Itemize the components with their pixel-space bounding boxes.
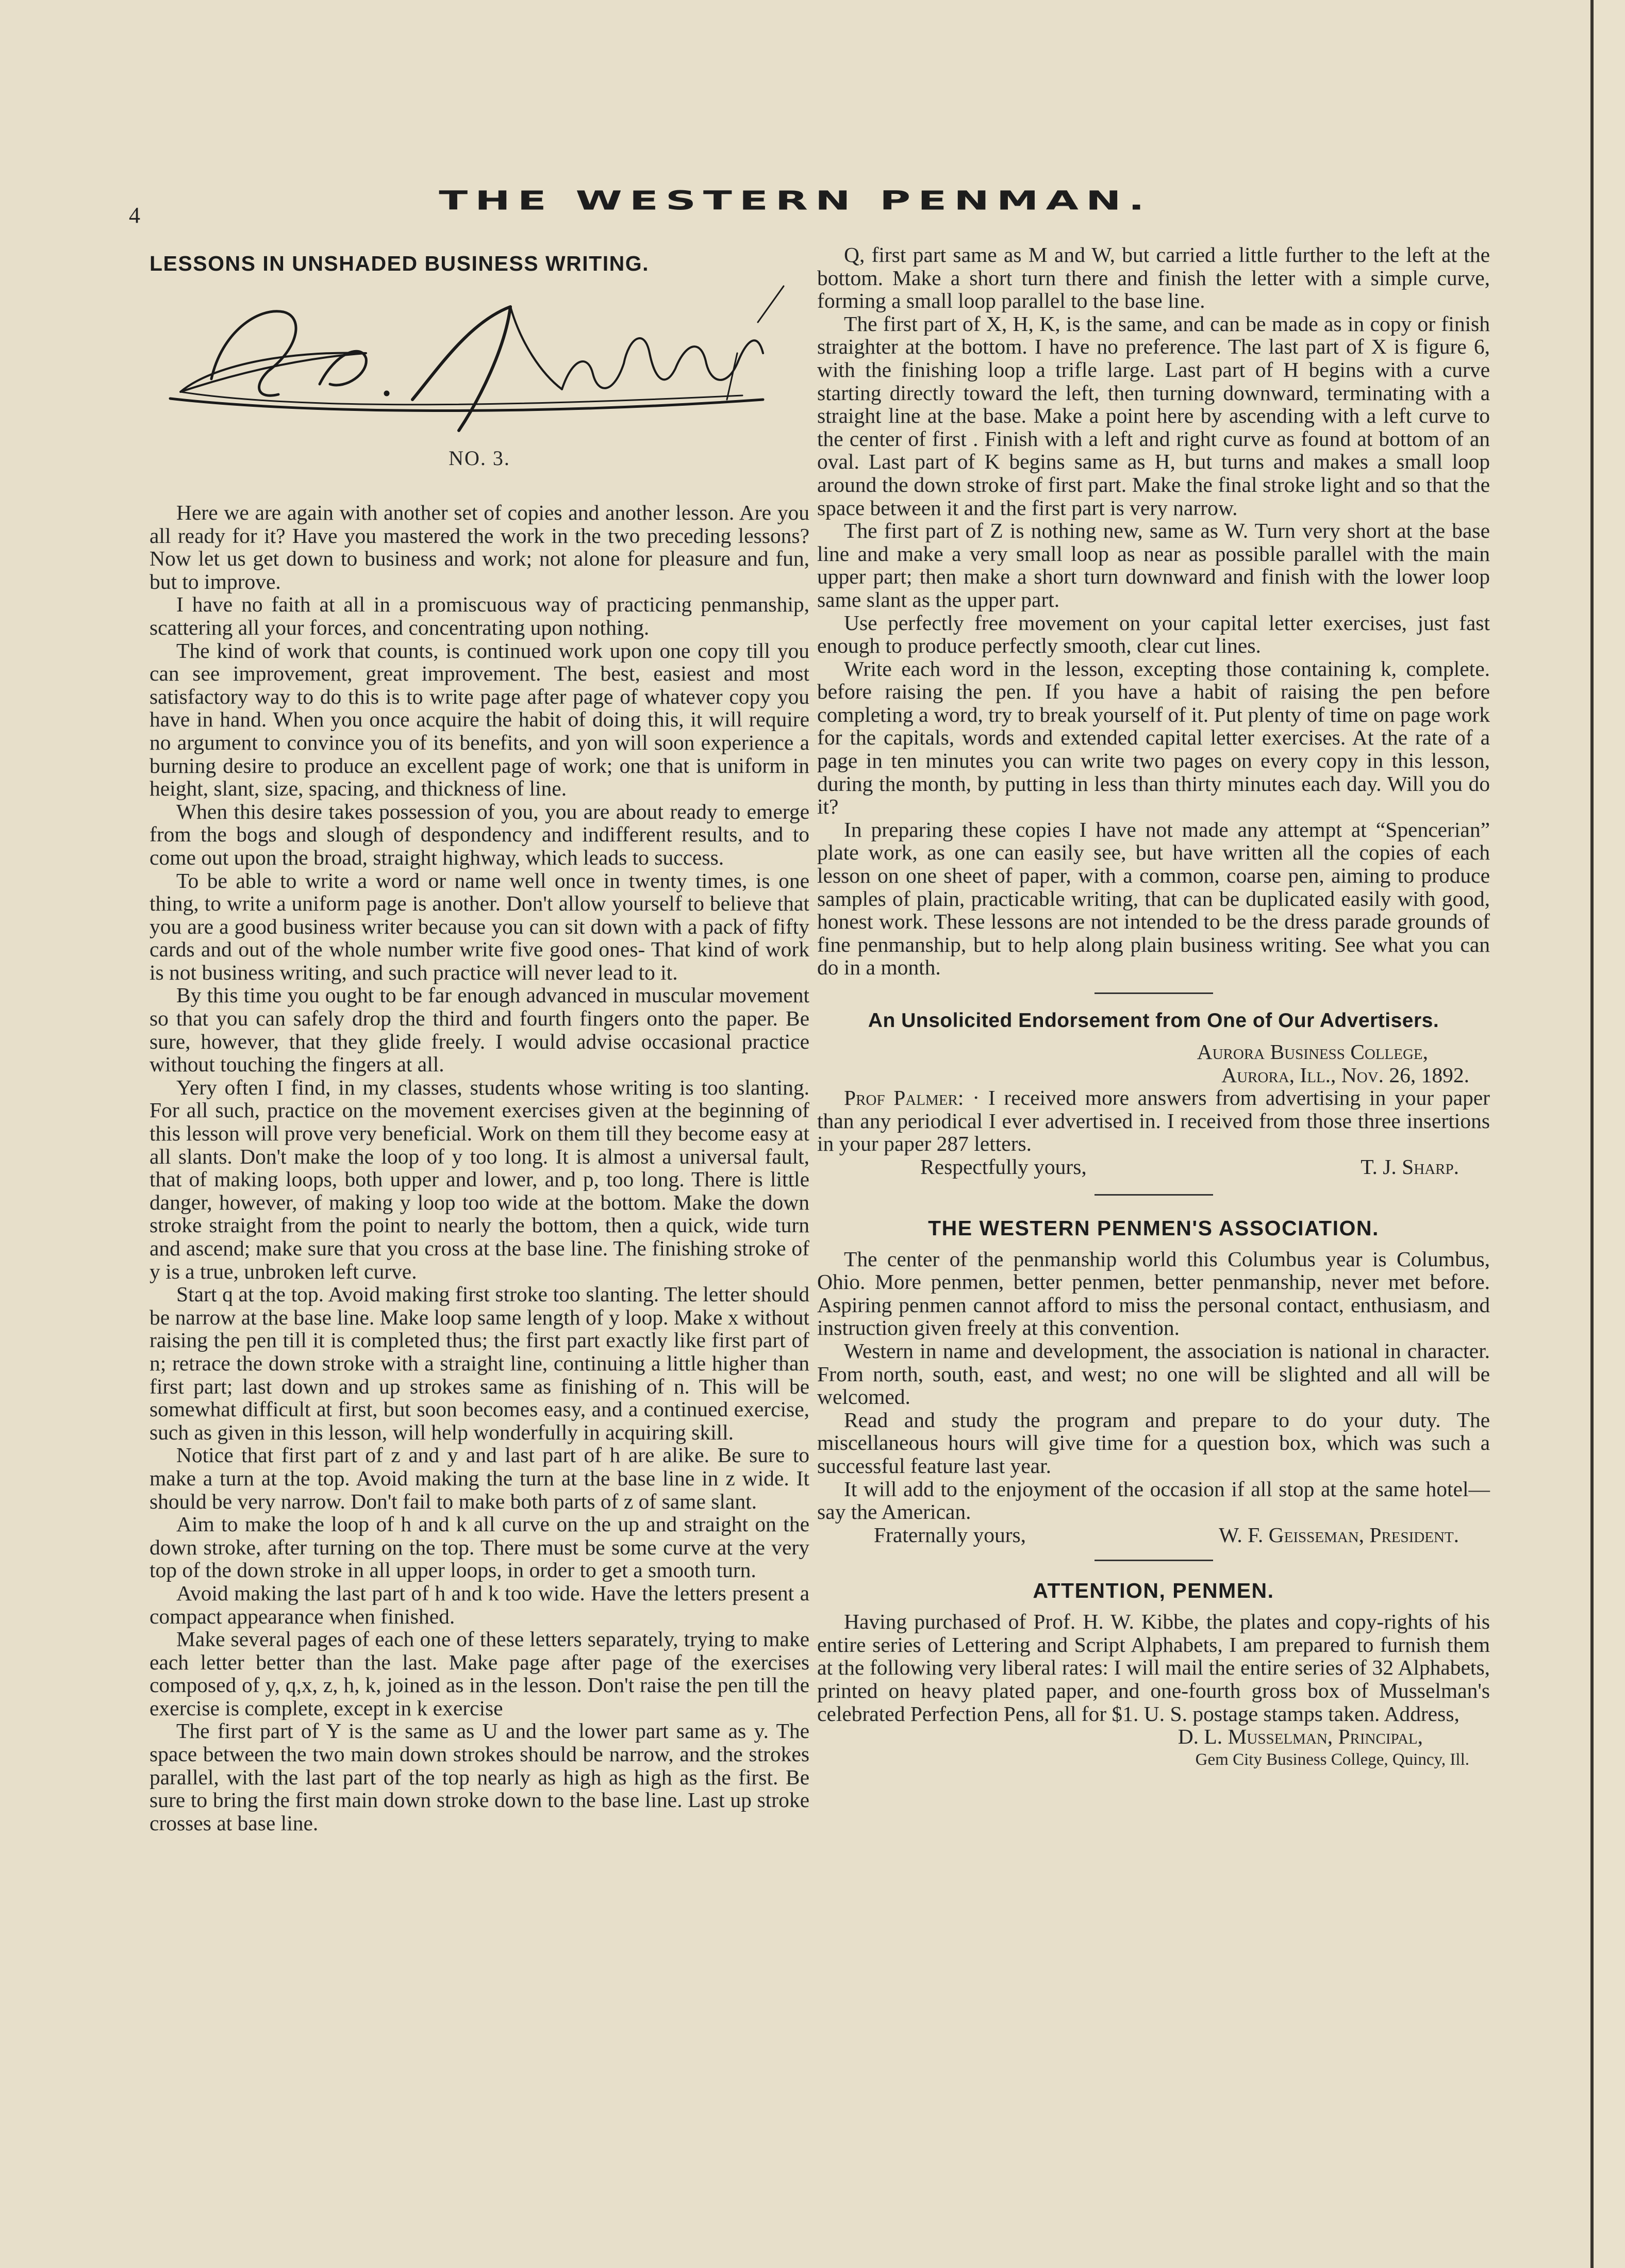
- right-column: [817, 243, 1490, 1771]
- adjacent-page-edge: [1590, 0, 1625, 2268]
- endorsement-text: I received more answers from advertising in your paper than any periodical I ever advertised in. I received from those three insertions in your paper 287 letters.: [817, 1086, 1490, 1156]
- lesson-paragraph: By this time you ought to be far enough advanced in muscular movement so that you can safely drop the third and fourth fingers onto the paper. Be sure, however, that they glide freely. I would advise occasional practice without touching the fingers at all.: [150, 983, 809, 1077]
- lesson-paragraph: The kind of work that counts, is continued work upon one copy till you can see improvement, great improvement. The best, easiest and most satisfactory way to do this is to write page after page of whatever copy you have in hand. When you once acquire the habit of doing this, it will require no argument to convince you of its benefits, and yon will soon experience a burning desire to produce an excellent page of work; one that is uniform in height, slant, size, spacing, and thickness of line.: [150, 638, 809, 801]
- endorsement-address-2: Aurora, Ill., Nov. 26, 1892.: [1221, 1063, 1469, 1087]
- association-paragraph: The center of the penmanship world this Columbus year is Columbus, Ohio. More penmen, better penmen, better penmanship, never met before. Aspiring penmen cannot afford to miss the personal contact, enthusiasm, and instruction given freely at this convention.: [817, 1247, 1490, 1340]
- page-number: 4: [129, 203, 140, 228]
- lesson-paragraph: The first part of Z is nothing new, same as W. Turn very short at the base line and make a very small loop as near as possible parallel with the main upper part; then make a short turn downward and finish with the lower loop same slant as the upper part.: [817, 519, 1490, 611]
- attention-body: Having purchased of Prof. H. W. Kibbe, the plates and copy-rights of his entire series of Lettering and Script Alphabets, I am prepared to furnish them at the following very liberal rates: I will mail the entire series of 32 Alphabets, printed on heavy plated paper, and one-fourth gross box of Musselman's celebrated Perfection Pens, all for $1. U. S. postage stamps taken. Address,: [817, 1610, 1490, 1726]
- association-signoff: [817, 1524, 1490, 1547]
- masthead-title: THE WESTERN PENMAN.: [439, 186, 1152, 216]
- lesson-number: NO. 3.: [449, 446, 510, 470]
- section-divider: [1095, 1194, 1213, 1196]
- endorsement-signoff: [817, 1155, 1490, 1179]
- association-section: [817, 1216, 1490, 1547]
- lesson-paragraph: When this desire takes possession of you, you are about ready to emerge from the bogs and slough of despondency and indifferent results, and to come out upon the broad, straight highway, which leads to success.: [150, 799, 809, 869]
- lesson-paragraph: Avoid making the last part of h and k too wide. Have the letters present a compact appearance when finished.: [150, 1581, 809, 1628]
- signature-flourish: [150, 276, 809, 446]
- endorsement-signer: T. J. Sharp.: [1361, 1154, 1459, 1179]
- endorsement-heading: An Unsolicited Endorsement from One of Our Advertisers.: [868, 1009, 1439, 1032]
- section-divider: [1095, 1560, 1213, 1561]
- association-closing: Fraternally yours,: [874, 1522, 1026, 1547]
- association-signer: W. F. Geisseman, President.: [1219, 1522, 1459, 1547]
- lesson-paragraph: The first part of Y is the same as U and the lower part same as y. The space between the two main down strokes should be narrow, and the strokes parallel, with the last part of the top nearly as high as high as the first. Be sure to bring the first main down stroke down to the base line. Last up stroke crosses at base line.: [150, 1719, 809, 1835]
- endorsement-section: [817, 1009, 1490, 1179]
- attention-signer: D. L. Musselman, Principal,: [1178, 1725, 1423, 1749]
- lessons-body-left: [150, 501, 809, 1834]
- lessons-body-right: [817, 243, 1490, 979]
- lesson-paragraph: Notice that first part of z and y and last part of h are alike. Be sure to make a turn at the top. Avoid making the turn at the base line in z wide. It should be very narrow. Don't fail to make both parts of z of same slant.: [150, 1443, 809, 1513]
- association-paragraph: It will add to the enjoyment of the occasion if all stop at the same hotel—say the American.: [817, 1477, 1490, 1524]
- endorsement-closing: Respectfully yours,: [920, 1154, 1087, 1179]
- association-heading: THE WESTERN PENMEN'S ASSOCIATION.: [928, 1216, 1379, 1240]
- lesson-paragraph: Q, first part same as M and W, but carried a little further to the left at the bottom. Make a short turn there and finish the letter with a simple curve, forming a small loop parallel to the base line.: [817, 243, 1490, 313]
- lesson-paragraph: Yery often I find, in my classes, students whose writing is too slanting. For all such, practice on the movement exercises given at the beginning of this lesson will prove very beneficial. Work on them till they become easy at all slants. Don't make the loop of y too long. It is almost a universal fault, that of making loops, both upper and lower, and p, too long. There is little danger, however, of making y loop too wide at the bottom. Make the down stroke straight from the point to nearly the bottom, then a quick, wide turn and ascend; make sure that you cross at the base line. The finishing stroke of y is a true, unbroken left curve.: [150, 1075, 809, 1283]
- endorsement-salutation: Prof Palmer:: [844, 1086, 964, 1110]
- association-paragraph: Western in name and development, the association is national in character. From north, south, east, and west; no one will be slighted and all will be welcomed.: [817, 1338, 1490, 1409]
- signature-image: [150, 276, 809, 446]
- lesson-paragraph: Start q at the top. Avoid making first stroke too slanting. The letter should be narrow at the base line. Make loop same length of y loop. Make x without raising the pen till it is completed thus; the first part exactly like first part of n; retrace the down stroke with a straight line, continuing a little higher than first part; last down and up strokes same as finishing of n. This will be somewhat difficult at first, but soon becomes easy, and a continued exercise, such as given in this lesson, will help wonderfully in acquiring skill.: [150, 1282, 809, 1444]
- lesson-paragraph: Here we are again with another set of copies and another lesson. Are you all ready for it? Have you mastered the work in the two preceding lessons? Now let us get down to business and work; not alone for pleasure and fun, but to improve.: [150, 501, 809, 593]
- lessons-heading: LESSONS IN UNSHADED BUSINESS WRITING.: [150, 252, 649, 275]
- lesson-paragraph: The first part of X, H, K, is the same, and can be made as in copy or finish straighter at the bottom. I have no preference. The last part of X is figure 6, with the finishing loop a trifle large. Last part of H begins with a curve starting directly toward the left, then turning downward, terminating with a straight line at the base. Make a point here by ascending with a left curve to the center of first . Finish with a left and right curve as found at bottom of an oval. Last part of K begins same as H, but turns and makes a small loop around the down stroke of first part. Make the final stroke light and so that the space between it and the first part is very narrow.: [817, 311, 1490, 520]
- attention-heading: ATTENTION, PENMEN.: [1033, 1579, 1274, 1603]
- lesson-paragraph: In preparing these copies I have not made any attempt at “Spencerian” plate work, as one can easily see, but have written all the copies of each lesson on one sheet of paper, with a common, coarse pen, aiming to produce samples of plain, practicable writing, that can be duplicated easily with good, honest work. These lessons are not intended to be the dress parade grounds of fine penmanship, but to help along plain business writing. See what you can do in a month.: [817, 817, 1490, 980]
- lesson-paragraph: I have no faith at all in a promiscuous way of practicing penmanship, scattering all your forces, and concentrating upon nothing.: [150, 592, 809, 639]
- lesson-paragraph: To be able to write a word or name well once in twenty times, is one thing, to write a uniform page is another. Don't allow yourself to believe that you are a good business writer because you can sit down with a pack of fifty cards and out of the whole number write five good ones- That kind of work is not business writing, and such practice will never lead to it.: [150, 868, 809, 984]
- endorsement-address-1: Aurora Business College,: [1197, 1040, 1428, 1064]
- endorsement-body: Prof Palmer: · I received more answers from advertising in your paper than any periodical I ever advertised in. I received from those three insertions in your paper 287 letters.: [817, 1086, 1490, 1156]
- attention-section: [817, 1579, 1490, 1771]
- association-paragraph: Read and study the program and prepare to do your duty. The miscellaneous hours will give time for a question box, which was such a successful feature last year.: [817, 1408, 1490, 1478]
- lesson-paragraph: Use perfectly free movement on your capital letter exercises, just fast enough to produce perfectly smooth, clear cut lines.: [817, 610, 1490, 658]
- lesson-paragraph: Make several pages of each one of these letters separately, trying to make each letter better than the last. Make page after page of the exercises composed of y, q,x, z, h, k, joined as in the lesson. Don't raise the pen till the exercise is complete, except in k exercise: [150, 1627, 809, 1720]
- lesson-paragraph: Aim to make the loop of h and k all curve on the up and straight on the down stroke, after turning on the top. There must be some curve at the very top of the down stroke in all upper loops, in order to get a smooth turn.: [150, 1512, 809, 1582]
- lesson-paragraph: Write each word in the lesson, excepting those containing k, complete. before raising the pen. If you have a habit of raising the pen before completing a word, try to break yourself of it. Put plenty of time on page work for the capitals, words and extended capital letter exercises. At the rate of a page in ten minutes you can write two pages on every copy in this lesson, during the month, by putting in less than thirty minutes each day. Will you do it?: [817, 656, 1490, 819]
- section-divider: [1095, 992, 1213, 994]
- attention-signer-address: Gem City Business College, Quincy, Ill.: [1195, 1750, 1469, 1769]
- left-column: [150, 252, 809, 1834]
